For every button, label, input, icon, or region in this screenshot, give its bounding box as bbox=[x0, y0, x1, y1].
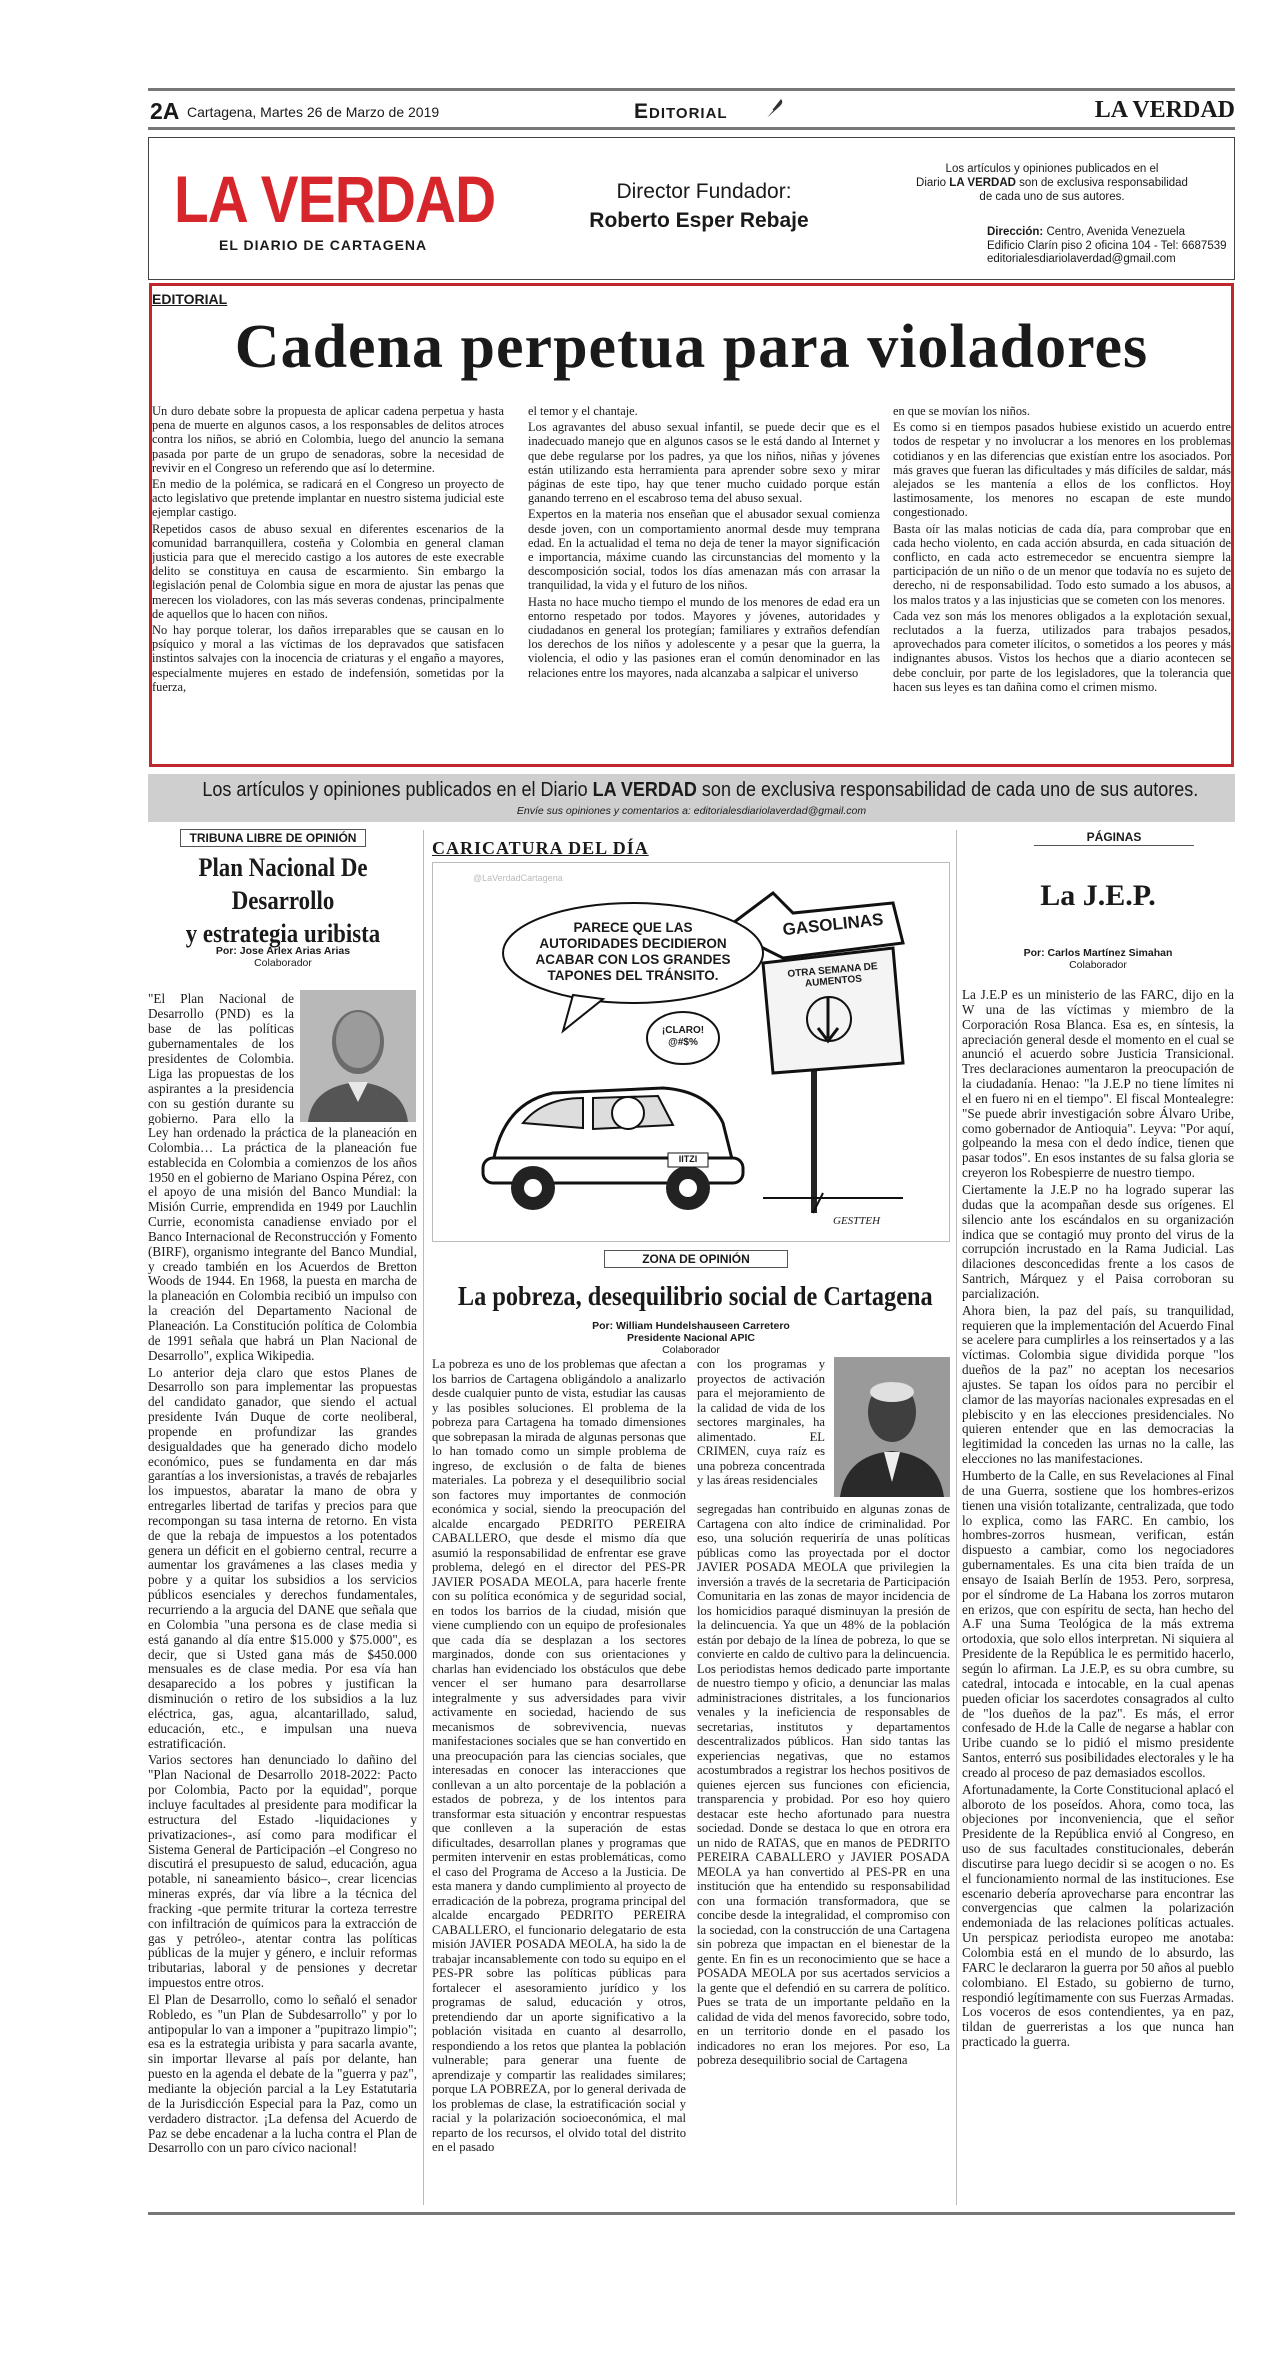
quill-icon bbox=[763, 96, 785, 120]
header-bottom-rule bbox=[148, 127, 1235, 130]
cartoon-sign-sub: OTRA SEMANA DE AUMENTOS bbox=[787, 961, 879, 990]
masthead bbox=[148, 137, 1235, 280]
right-article-byline: Por: Carlos Martínez Simahan Colaborador bbox=[1023, 947, 1173, 971]
banner-sub: Envíe sus opiniones y comentarios a: editorialesdiariolaverdad@gmail.com bbox=[516, 805, 867, 817]
masthead-disclaimer: Los artículos y opiniones publicados en el Diario LA VERDAD son de exclusiva responsabilidad de cada uno de sus autores. bbox=[916, 163, 1188, 203]
editorial-col-3: en que se movían los niños. Es como si en tiempos pasados hubiese existido un acuerdo entre todos de respetar y no involucrar a los menores en los problemas cotidianos y en las diferencias que existían entre los asociados. Por más graves que fueran las dificultades y más difíciles de saldar, más alejados se les mantenía a ellos de los conflictos. Hoy lastimosamente, los menores no escapan de este mundo congestionado. Basta oír las malas noticias de cada día, para comprobar que en cada hecho violento, en cada acción absurda, en cada situación de conflicto, en cada acto estremecedor se encuentra siempre la participación de un niño o de un menor que todavía no es sujeto de derecho, ni de responsabilidad. Todo esto sumado a los abusos, a los malos tratos y a las injusticias que se cometen con los menores. Cada vez son más los menores obligados a la explotación sexual, reclutados a la fuerza, utilizados para trabajos pesados, aprovechados para cometer ilícitos, o sometidos a los peores y más indignantes abusos. Vistos los hechos que a diario acontecen se debe concluir, por parte de los legisladores, que la tolerancia que hacen sus leyes es tan dañina como el crimen mismo. bbox=[893, 404, 1231, 694]
cartoon-plate: IITZI bbox=[678, 1154, 698, 1164]
author-photo bbox=[300, 990, 416, 1122]
cartoon-watermark: @LaVerdadCartagena bbox=[473, 873, 563, 883]
left-article-title: Plan Nacional De Desarrollo y estrategia uribista bbox=[185, 853, 381, 948]
editorial-box bbox=[149, 283, 1234, 767]
director-name: Roberto Esper Rebaje bbox=[589, 209, 809, 232]
bottom-rule bbox=[148, 2212, 1235, 2215]
disclaimer-banner bbox=[148, 774, 1235, 822]
center-article-byline: Por: William Hundelshauseen Carretero Presidente Nacional APIC Colaborador bbox=[592, 1320, 790, 1356]
cartoon bbox=[432, 862, 950, 1242]
column-separator bbox=[956, 830, 957, 2205]
masthead-address: Dirección: Centro, Avenida Venezuela Edificio Clarín piso 2 oficina 104 - Tel: 6687539 editorialesdiariolaverdad@gmail.com bbox=[987, 226, 1227, 265]
top-rule bbox=[148, 88, 1235, 91]
left-article-byline: Por: Jose Arlex Arias Arias Colaborador bbox=[215, 945, 351, 969]
section-tag-tribuna: TRIBUNA LIBRE DE OPINIÓN bbox=[180, 829, 366, 847]
center-article-wrap: con los programas y proyectos de activación para el mejoramiento de la calidad de vida de los sectores marginales, ha alimentado. EL CRIMEN, cuya raíz es una pobreza concentrada y las áreas residenciales bbox=[697, 1357, 825, 1487]
page-number: 2A bbox=[150, 98, 180, 124]
center-article-title: La pobreza, desequilibrio social de Cartagena bbox=[457, 1281, 933, 1311]
right-article-body: La J.E.P es un ministerio de las FARC, dijo en la W una de las víctimas y miembro de la Corporación Rosa Blanca. Esa es, en síntesis, la apreciación general desde el momento en el cual se anunció el acuerdo sobre Justicia Transicional. Tres declaraciones aumentaron la preocupación de la ciudadanía. Henao: "la J.E.P no tiene límites ni el en fuero ni en el tiempo". El fiscal Montealegre: "Se puede abrir investigación sobre Álvaro Uribe, como gobernador de Antioquia". Leyva: "Por aquí, golpeando la mesa con el dedo índice, tienen que pasar todos". En esos instantes de su falsa gloria se creyeron los Robespierre de nuestro tiempo. Ciertamente la J.E.P no ha logrado superar las dudas que la acompañan desde sus orígenes. El silencio ante los escándalos en su organización indica que se contagió muy pronto del virus de la corrupción incrustado en la Rama Judicial. Las dilaciones desconcedidas frente a los casos de Santrich, Márquez y el Paisa corroboran su parcialización. Ahora bien, la paz del país, su tranquilidad, requieren que la implementación del Acuerdo Final se acelere para cumplirles a los reinsertados y a las víctimas. Colombia sigue dividida porque "los dueños de la paz" no aceptan los necesarios ajustes. Se tapan los oídos para no percibir el clamor de las mayorías nacionales expresadas en el plebiscito y en las elecciones presidenciales. No quieren entender que en las democracias la legitimidad la conceden las urnas no la calle, las elecciones no las manifestaciones. Humberto de la Calle, en sus Revelaciones al Final de una Guerra, sostiene que los hombres-erizos tienen una visión totalizante, centralizada, que todo lo explica, como las FARC. En cambio, los hombres-zorros husmean, verifican, están dispuesto a cambiar, como los negociadores gubernamentales. Es una cita bien traída de un ensayo de Isaiah Berlín de 1953. Pero, sorpresa, por el síndrome de La Habana los zorros mutaron en erizos, que con espíritu de secta, han hecho del A.F una Suma Teológica de la más extrema ortodoxia, que solo ellos interpretan. Ni siquiera al Presidente de la República le es permitido hacerlo, según lo afirman. La J.E.P, es su obra cumbre, su catedral, intocada e intocable, en la cual apenas pueden oficiar los sacerdotes consagrados al culto de "los dueños de la paz". Es más, el error confesado de H.de la Calle de negarse a hablar con Uribe cuando se lo pidió el mismo presidente Santos, enterró sus posibilidades electorales y le ha creado al proceso de paz demasiados escollos. Afortunadamente, la Corte Constitucional aplacó el alboroto de los poseídos. Ahora, como toca, las objeciones por inconveniencia, que el señor Presidente de la República envió al Congreso, en uso de sus facultades constitucionales, deberán discutirse para luego decidir si se acogen o no. Es el funcionamiento normal de las instituciones. Ese escenario debería aprovecharse para encontrar las convergencias que calmen la polarización endemoniada de las relaciones políticas actuales. Un perspicaz periodista europeo me anotaba: Colombia está en el mundo de lo absurdo, las FARC le declararon la guerra por 50 años al pueblo colombiano. El Estado, su gobierno de turno, respondió legítimamente con sus Fuerzas Armadas. Los voceros de esos contendientes, ya en paz, tildan de guerreristas a los que nunca han practicado la guerra. bbox=[962, 988, 1234, 2050]
banner-text: Los artículos y opiniones publicados en el Diario LA VERDAD son de exclusiva responsabilidad de cada uno de sus autores. bbox=[202, 779, 1199, 801]
cartoon-sign-title: GASOLINAS bbox=[781, 909, 885, 940]
masthead-email: editorialesdiariolaverdad@gmail.com bbox=[987, 253, 1176, 265]
section-name: Editorial bbox=[634, 100, 728, 123]
center-article-col-1: La pobreza es uno de los problemas que afectan a los barrios de Cartagena obligándolo a analizarlo desde cualquier punto de vista, estudiar las causas y las posibles soluciones. El problema de la pobreza para Cartagena ha tomado dimensiones que sobrepasan la mirada de algunas personas que lo han tomado como un simple problema de ingreso, de exclusión o de falta de bienes materiales. La pobreza y el desequilibrio social son factores muy importantes de conmoción económica y social, siendo la preocupación del alcalde encargado PEDRITO PEREIRA CABALLERO, que desde el mismo día que asumió la responsabilidad de enfrentar ese grave problema, delegó en el director del PES-PR JAVIER POSADA MEOLA, para hacerle frente con su política económica y de seguridad social, en todos los barrios de la ciudad, misión que viene cumpliendo con un equipo de profesionales que cada día se desplazan a los sectores marginados, donde con sus orientaciones y charlas han evidenciado los obstáculos que debe vencer el ser humano para desarrollarse integralmente y sus adversidades para vivir activamente en sociedad, haciendo de sus mecanismos de sobrevivencia, nuevas manifestaciones sociales que se han convertido en una preocupación para las ciencias sociales, que interesadas en conocer las interacciones que conllevan a un alto porcentaje de la población a estados de pobreza, y de los intentos para transformar esta situación y encontrar respuestas que conlleven a la superación de estas dificultades, desarrollan planes y programas que permiten intervenir en estas problemáticas, como el caso del Programa de Acceso a la Justicia. De esta manera y dando cumplimiento al proyecto de erradicación de la pobreza, programa principal del alcalde encargado PEDRITO PEREIRA CABALLERO, el funcionario delegatario de esta misión JAVIER POSADA MEOLA, ha sido la de trabajar incansablemente con todo su equipo en el PES-PR sobre las políticas públicas para fortalecer el asesoramiento jurídico y los programas de salud, educación y otros, pretendiendo dar un aporte significativo a la población visitada en cuanto al desarrollo, respondiendo a los retos que plantea la población vulnerable; para generar una fuente de aprendizaje y compartir las realidades similares; porque LA POBREZA, por lo general derivada de los problemas de clase, la estratificación social y racial y la polarización socioeconómica, el mal reparto de los recursos, el olvido total del distrito en el pasado bbox=[432, 1357, 686, 2154]
author-photo bbox=[834, 1357, 950, 1497]
cartoon-header: CARICATURA DEL DÍA bbox=[432, 838, 649, 858]
editorial-title: Cadena perpetua para violadores bbox=[234, 313, 1149, 381]
editorial-label: EDITORIAL bbox=[152, 291, 228, 307]
author-silhouette-icon bbox=[300, 990, 416, 1122]
section-tag-zona: ZONA DE OPINIÓN bbox=[604, 1250, 788, 1268]
author-silhouette-icon bbox=[834, 1357, 950, 1497]
section-tag-paginas: PÁGINAS bbox=[1034, 829, 1194, 846]
logo-tagline: EL DIARIO DE CARTAGENA bbox=[219, 237, 428, 253]
editorial-col-2: el temor y el chantaje. Los agravantes del abuso sexual infantil, se puede decir que es el inadecuado manejo que en algunos casos se le está dando al Internet y que debe regularse por los padres, ya que los niños, niñas y jóvenes están utilizando esta herramienta para aprender sobre sexo y mirar páginas de este tipo, hay que tener mucho cuidado porque están ganando terreno en el escabroso tema del abuso sexual. Expertos en la materia nos enseñan que el abusador sexual comienza desde joven, con un comportamiento anormal desde muy temprana edad. En la actualidad el tema no deja de tener la mayor significación e importancia, máxime cuando las circunstancias del momento y la descomposición social, todos los días amenazan más con arrasar la tranquilidad, la vida y el futuro de los niños. Hasta no hace mucho tiempo el mundo de los menores de edad era un entorno respetado por todos. Mayores y jóvenes, autoridades y ciudadanos en general los protegían; familiares y extraños defendían los derechos de los niños y adolescente y a pesar que la guerra, la violencia, el odio y las pasiones eran el común denominador en las relaciones entre los mayores, nada alcanzaba a salpicar el universo bbox=[528, 404, 880, 680]
cartoon-signature: GESTTEH bbox=[833, 1215, 881, 1227]
right-article-title: La J.E.P. bbox=[1040, 879, 1156, 912]
director-title: Director Fundador: bbox=[616, 180, 792, 203]
editorial-col-1: Un duro debate sobre la propuesta de aplicar cadena perpetua y hasta pena de muerte en algunos casos, a los responsables de delitos atroces contra los niños, se abrió en Colombia, luego del anuncio la semana pasada por parte de un grupo de senadoras, sobre la necesidad de revivir en el Congreso un referendo que así lo determine. En medio de la polémica, se radicará en el Congreso un proyecto de acto legislativo que pretende implantar en nuestro sistema judicial este ejemplar castigo. Repetidos casos de abuso sexual en diferentes escenarios de la comunidad barranquillera, costeña y Colombia en general claman justicia para que el merecido castigo a los autores de este execrable delito se constituya en causa de escarmiento. Sin embargo la legislación penal de Colombia sigue en mora de ajustar las penas que merecen los violadores, con las más severas condenas, principalmente de aquellos que lo hacen con niños. No hay porque tolerar, los daños irreparables que se causan en lo psíquico y moral a las víctimas de los depravados que satisfacen instintos salvajes con la inocencia de criaturas y el engaño a mayores, especialmente mujeres en estado de indefensión, sometidas por la fuerza, bbox=[152, 404, 504, 694]
date-line: Cartagena, Martes 26 de Marzo de 2019 bbox=[187, 104, 440, 120]
left-article-body: Ley han ordenado la práctica de la planeación en Colombia… La práctica de la planeación fue establecida en Colombia a comienzos de los años 1950 en el gobierno de Mariano Ospina Pérez, con el apoyo de una misión del Banco Mundial: la Misión Currie, emprendida en 1949 por Lauchlin Currie, economista canadiense enviado por el Banco Internacional de Reconstrucción y Fomento (BIRF), organismo integrante del Banco Mundial, y creado también en los Acuerdos de Bretton Woods de 1944. En 1968, la puesta en marcha de la planeación en Colombia recibió un impulso con la creación del Departamento Nacional de Planeación. La Constitución política de Colombia de 1991 señala que habrá un Plan Nacional de Desarrollo", explica Wikipedia. Lo anterior deja claro que estos Planes de Desarrollo son para implementar las propuestas del candidato ganador, que siendo el actual presidente Iván Duque de corte neoliberal, propende en profundizar las grandes desigualdades que ha generado dicho modelo económico, pues se fundamenta en dar más garantías a los inversionistas, a través de rebajarles los impuestos, abaratar la mano de obra y entregarles libertad de tarifas y precios para que recompongan su tasa interna de retorno. En vista de que la rebaja de impuestos a los potentados genera un déficit en el gobierno central, recurre a aumentar los gravámenes a las clases media y pobre y a quitar los subsidios a los servicios públicos esenciales y derechos fundamentales, recurriendo a la argucia del DANE que señala que en Colombia "una persona es de clase media si está ganando al día entre $15.000 y $75.000", es decir, que si Usted gana más de $450.000 mensuales es de clase media. Por esa vía han desaparecido a los pobres y justifican la disminución o retiro de los subsidios a la luz eléctrica, gas, agua, alcantarillado, salud, educación, etc., e impulsan una nueva estratificación. Varios sectores han denunciado lo dañino del "Plan Nacional de Desarrollo 2018-2022: Pacto por Colombia, Pacto por la equidad", porque incluye facultades al presidente para modificar la estructura del Estado -liquidaciones y privatizaciones-, así como para modificar el Sistema General de Participación –el Congreso no discutirá el presupuesto de salud, educación, agua potable, ni saneamiento básico–, crear licencias mineras exprés, dar vía libre a la técnica del fracking -que permite triturar la corteza terrestre con infiltración de químicos para la extracción de gas y petróleo-, atentar contra las políticas públicas de la mujer y género, e incluir reformas tributarias, laboral y de pensiones y decretar impuestos entre otros. El Plan de Desarrollo, como lo señaló el senador Robledo, es "un Plan de Subdesarrollo" y por lo antipopular lo van a imponer a "pupitrazo limpio"; esa es la estrategia uribista y para sacarla avante, sin importar llevarse al país por delante, han puesto en la agenda el debate de la "guerra y paz", mediante la objeción parcial a la Ley Estatutaria de la Jurisdicción Especial para la Paz, como un verdadero distractor. ¡La defensa del Acuerdo de Paz se debe encadenar a la lucha contra el Plan de Desarrollo con un paro cívico nacional! bbox=[148, 1126, 417, 2156]
left-article-wrap: "El Plan Nacional de Desarrollo (PND) es la base de las políticas gubernamentales de los presidentes de Colombia. Liga las propuestas de los aspirantes a la presidencia con su gestión durante su gobierno. Para ello la bbox=[148, 991, 294, 1125]
paper-name: LA VERDAD bbox=[1094, 97, 1235, 123]
center-article-col-2: segregadas han contribuido en algunas zonas de Cartagena con alto índice de criminalidad. Por eso, una solución requeriría de unas políticas públicas como las proyectada por el doctor JAVIER POSADA MEOLA que privilegien la inversión a través de la secretaria de Participación Comunitaria en las zonas de mayor incidencia de los homicidios paraqué disminuyan la presión de la delincuencia. Ya que un 48% de la población están por debajo de la línea de pobreza, lo que se convierte en caldo de cultivo para la delincuencia. Los periodistas hemos dedicado parte importante de nuestro tiempo y oficio, a denunciar las malas administraciones distritales, a los funcionarios venales y la ineficiencia de responsables de secretarias, institutos y departamentos descentralizados públicos. Han sido tantas las experiencias negativas, que no estamos acostumbrados a registrar los hechos positivos de quienes ejercen sus funciones con eficiencia, transparencia y probidad. Por eso hoy quiero destacar este hecho afortunado para nuestra sociedad. Donde se destaca lo que en otrora era un nido de RATAS, que en manos de PEDRITO PEREIRA CABALLERO y JAVIER POSADA MEOLA ya han convertido al PES-PR en una institución que ha entendido su responsabilidad con una formación transformadora, que se concibe desde la integralidad, el compromiso con la sociedad, con la construcción de una Cartagena sin pobreza que impactan en el bienestar de la gente. En fin es un reconocimiento que se hace a POSADA MEOLA por sus acertados servicios a la gente que el defendió en su carrera de político. Pues se trata de un importante peldaño en la calidad de vida del menos favorecido, sobre todo, en un territorio donde en el pasado los indicadores no eran los mejores. Por eso, La pobreza desequilibrio social de Cartagena bbox=[697, 1502, 950, 2067]
column-separator bbox=[423, 830, 424, 2205]
logo-text: LA VERDAD bbox=[174, 162, 496, 236]
cartoon-bubble-text: PARECE QUE LAS AUTORIDADES DECIDIERON ACABAR CON LOS GRANDES TAPONES DEL TRÁNSITO. bbox=[535, 920, 731, 983]
cartoon-shout: ¡CLARO! @#$% bbox=[661, 1025, 705, 1048]
